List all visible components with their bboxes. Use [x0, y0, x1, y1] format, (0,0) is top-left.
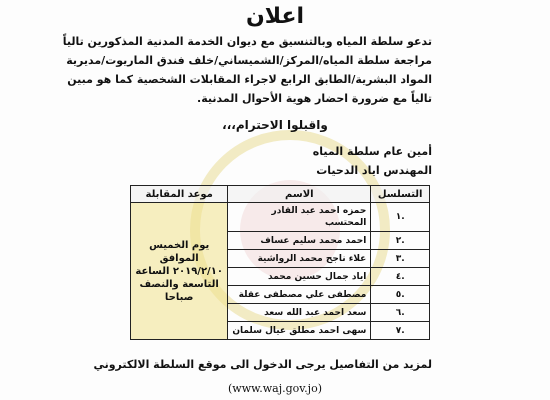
page-title: اعلان: [245, 4, 305, 29]
row-serial: .٣: [371, 250, 430, 268]
row-name: احمد محمد سليم عساف: [228, 232, 371, 250]
header-name: الاسم: [228, 186, 371, 203]
row-serial: .٧: [371, 322, 430, 340]
header-interview: موعد المقابلة: [131, 186, 228, 203]
row-name: سهى احمد مطلق عيال سلمان: [228, 322, 371, 340]
announcement-paragraph: [62, 32, 432, 108]
row-serial: .٦: [371, 304, 430, 322]
row-name-text: حمزه احمد عبد القادر المحتسب: [271, 206, 367, 228]
closing-regards: واقبلوا الاحترام،،،: [222, 118, 328, 132]
header-serial: التسلسل: [371, 186, 430, 203]
paragraph-line: مراجعة سلطة المياه/المركز/الشميساني/خلف فندق الماريوت/مديرية: [66, 54, 432, 67]
more-info-text: لمزيد من التفاصيل يرجى الدخول الى موقع السلطة الالكتروني: [93, 358, 432, 371]
row-name: [228, 203, 371, 232]
row-serial: .٥: [371, 286, 430, 304]
signature-name: المهندس اياد الدحيات: [316, 164, 432, 177]
paragraph-line: المواد البشرية/الطابق الرابع لاجراء المقابلات الشخصية كما هو مبين: [67, 73, 432, 86]
table-row: [131, 203, 430, 232]
website-link[interactable]: (www.waj.gov.jo): [227, 382, 322, 395]
paragraph-line: تالياً مع ضرورة احضار هوية الأحوال المدنية.: [197, 92, 432, 105]
table-header-row: [131, 186, 430, 203]
row-name: سعد احمد عبد الله سعد: [228, 304, 371, 322]
row-name: علاء ناجح محمد الرواشية: [228, 250, 371, 268]
interview-time-cell: يوم الخميس الموافق ٢٠١٩/٢/١٠ الساعة التاسعة والنصف صباحا: [131, 203, 228, 340]
paragraph-line: تدعو سلطة المياه وبالتنسيق مع ديوان الخدمة المدنية المذكورين تالياً: [62, 35, 432, 48]
row-name: اياد جمال حسين محمد: [228, 268, 371, 286]
row-name: مصطفى علي مصطفى عقلة: [228, 286, 371, 304]
row-serial: .٢: [371, 232, 430, 250]
candidates-table: [130, 185, 430, 340]
signature-position: أمين عام سلطة المياه: [312, 145, 432, 158]
row-serial: .١: [371, 203, 430, 232]
row-serial: .٤: [371, 268, 430, 286]
